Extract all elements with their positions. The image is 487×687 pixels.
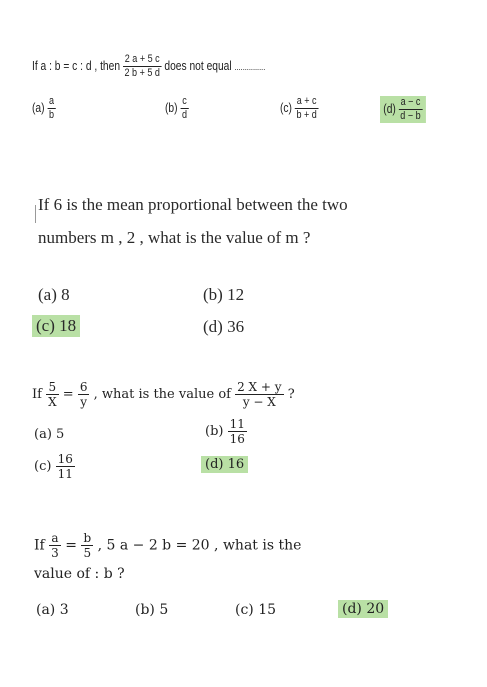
q3-fraction-2-den: y (80, 395, 88, 409)
q3-option-b (205, 418, 247, 445)
q4-line-2: value of : b ? (34, 566, 125, 582)
question-1-stem (32, 54, 265, 79)
question-4-stem (34, 532, 301, 559)
q1-option-c-num: a + c (296, 95, 317, 107)
q1-option-a-fraction (47, 96, 55, 121)
q1-option-c-label: (c) (280, 100, 292, 115)
q3-fraction-3-den: y − X (242, 395, 276, 409)
q3-option-a: (a) 5 (34, 427, 65, 442)
q1-option-b-num: c (182, 95, 187, 107)
q4-equals: = (65, 537, 77, 554)
question-3-stem (32, 381, 295, 408)
q4-option-b: (b) 5 (135, 602, 169, 618)
q1-fraction-numerator: 2 a + 5 c (124, 53, 160, 65)
q3-middle-text: , what is the value of (93, 387, 231, 402)
q2-option-c-highlighted: (c) 18 (32, 315, 80, 337)
q1-option-b-label: (b) (165, 100, 178, 115)
q3-option-c-fraction (56, 453, 75, 480)
q3-question-mark: ? (287, 387, 295, 402)
q1-option-a-den: b (49, 109, 55, 121)
q4-fraction-1-num: a (49, 532, 61, 546)
q3-option-b-fraction (228, 418, 247, 445)
q1-option-d-fraction (399, 97, 423, 122)
q3-option-b-num: 11 (229, 417, 245, 431)
q1-option-b-fraction (180, 96, 188, 121)
q2-line-1: If 6 is the mean proportional between the two (38, 195, 348, 214)
q3-fraction-2 (78, 381, 90, 408)
q4-fraction-1 (49, 532, 61, 559)
q1-option-c-fraction (295, 96, 319, 121)
q2-left-divider (35, 205, 36, 223)
q4-fraction-1-den: 3 (51, 546, 59, 560)
q1-option-d-highlighted (380, 96, 426, 123)
q3-equals: = (62, 387, 74, 402)
q3-option-c-den: 11 (57, 467, 73, 481)
q4-if: If (34, 537, 45, 554)
q2-option-d: (d) 36 (203, 317, 245, 336)
q3-option-c-label: (c) (34, 459, 52, 474)
q1-option-d-label: (d) (383, 101, 396, 116)
q1-option-c (280, 96, 318, 121)
q4-option-d-highlighted: (d) 20 (338, 600, 388, 618)
q1-dots: ............... (234, 61, 266, 72)
q3-fraction-1 (46, 381, 59, 408)
q3-option-c (34, 453, 75, 480)
q1-prefix: If a : b = c : d , then (32, 58, 121, 73)
q1-option-a (32, 96, 56, 121)
q3-fraction-2-num: 6 (79, 380, 88, 394)
q2-option-b: (b) 12 (203, 285, 245, 304)
q3-fraction-3 (235, 381, 283, 408)
q1-option-d-den: d − b (400, 110, 421, 122)
q1-fraction-denominator: 2 b + 5 d (124, 67, 160, 79)
q4-fraction-2 (81, 532, 93, 559)
q3-fraction-3-num: 2 X + y (237, 380, 282, 394)
q1-option-b-den: d (182, 109, 188, 121)
q4-rest-text: , 5 a − 2 b = 20 , what is the (97, 537, 302, 554)
q3-option-c-num: 16 (57, 452, 73, 466)
q1-option-a-num: a (49, 95, 55, 107)
q3-option-b-den: 16 (229, 432, 245, 446)
q1-option-a-label: (a) (32, 100, 45, 115)
q1-suffix: does not equal (164, 58, 232, 73)
q2-line-2: numbers m , 2 , what is the value of m ? (38, 228, 311, 247)
q1-fraction (123, 54, 162, 79)
q3-fraction-1-num: 5 (46, 381, 59, 395)
q4-option-c: (c) 15 (235, 602, 277, 618)
q1-option-c-den: b + d (296, 109, 317, 121)
q4-fraction-2-den: 5 (83, 546, 92, 560)
q4-fraction-2-num: b (83, 531, 92, 545)
q3-fraction-1-den: X (48, 395, 57, 409)
q4-option-a: (a) 3 (36, 602, 69, 618)
q3-option-b-label: (b) (205, 424, 224, 439)
q3-option-d-highlighted: (d) 16 (201, 456, 248, 473)
q2-option-a: (a) 8 (38, 285, 70, 304)
q1-option-d-num: a − c (400, 96, 421, 108)
q3-if: If (32, 387, 42, 402)
q1-option-b (165, 96, 189, 121)
